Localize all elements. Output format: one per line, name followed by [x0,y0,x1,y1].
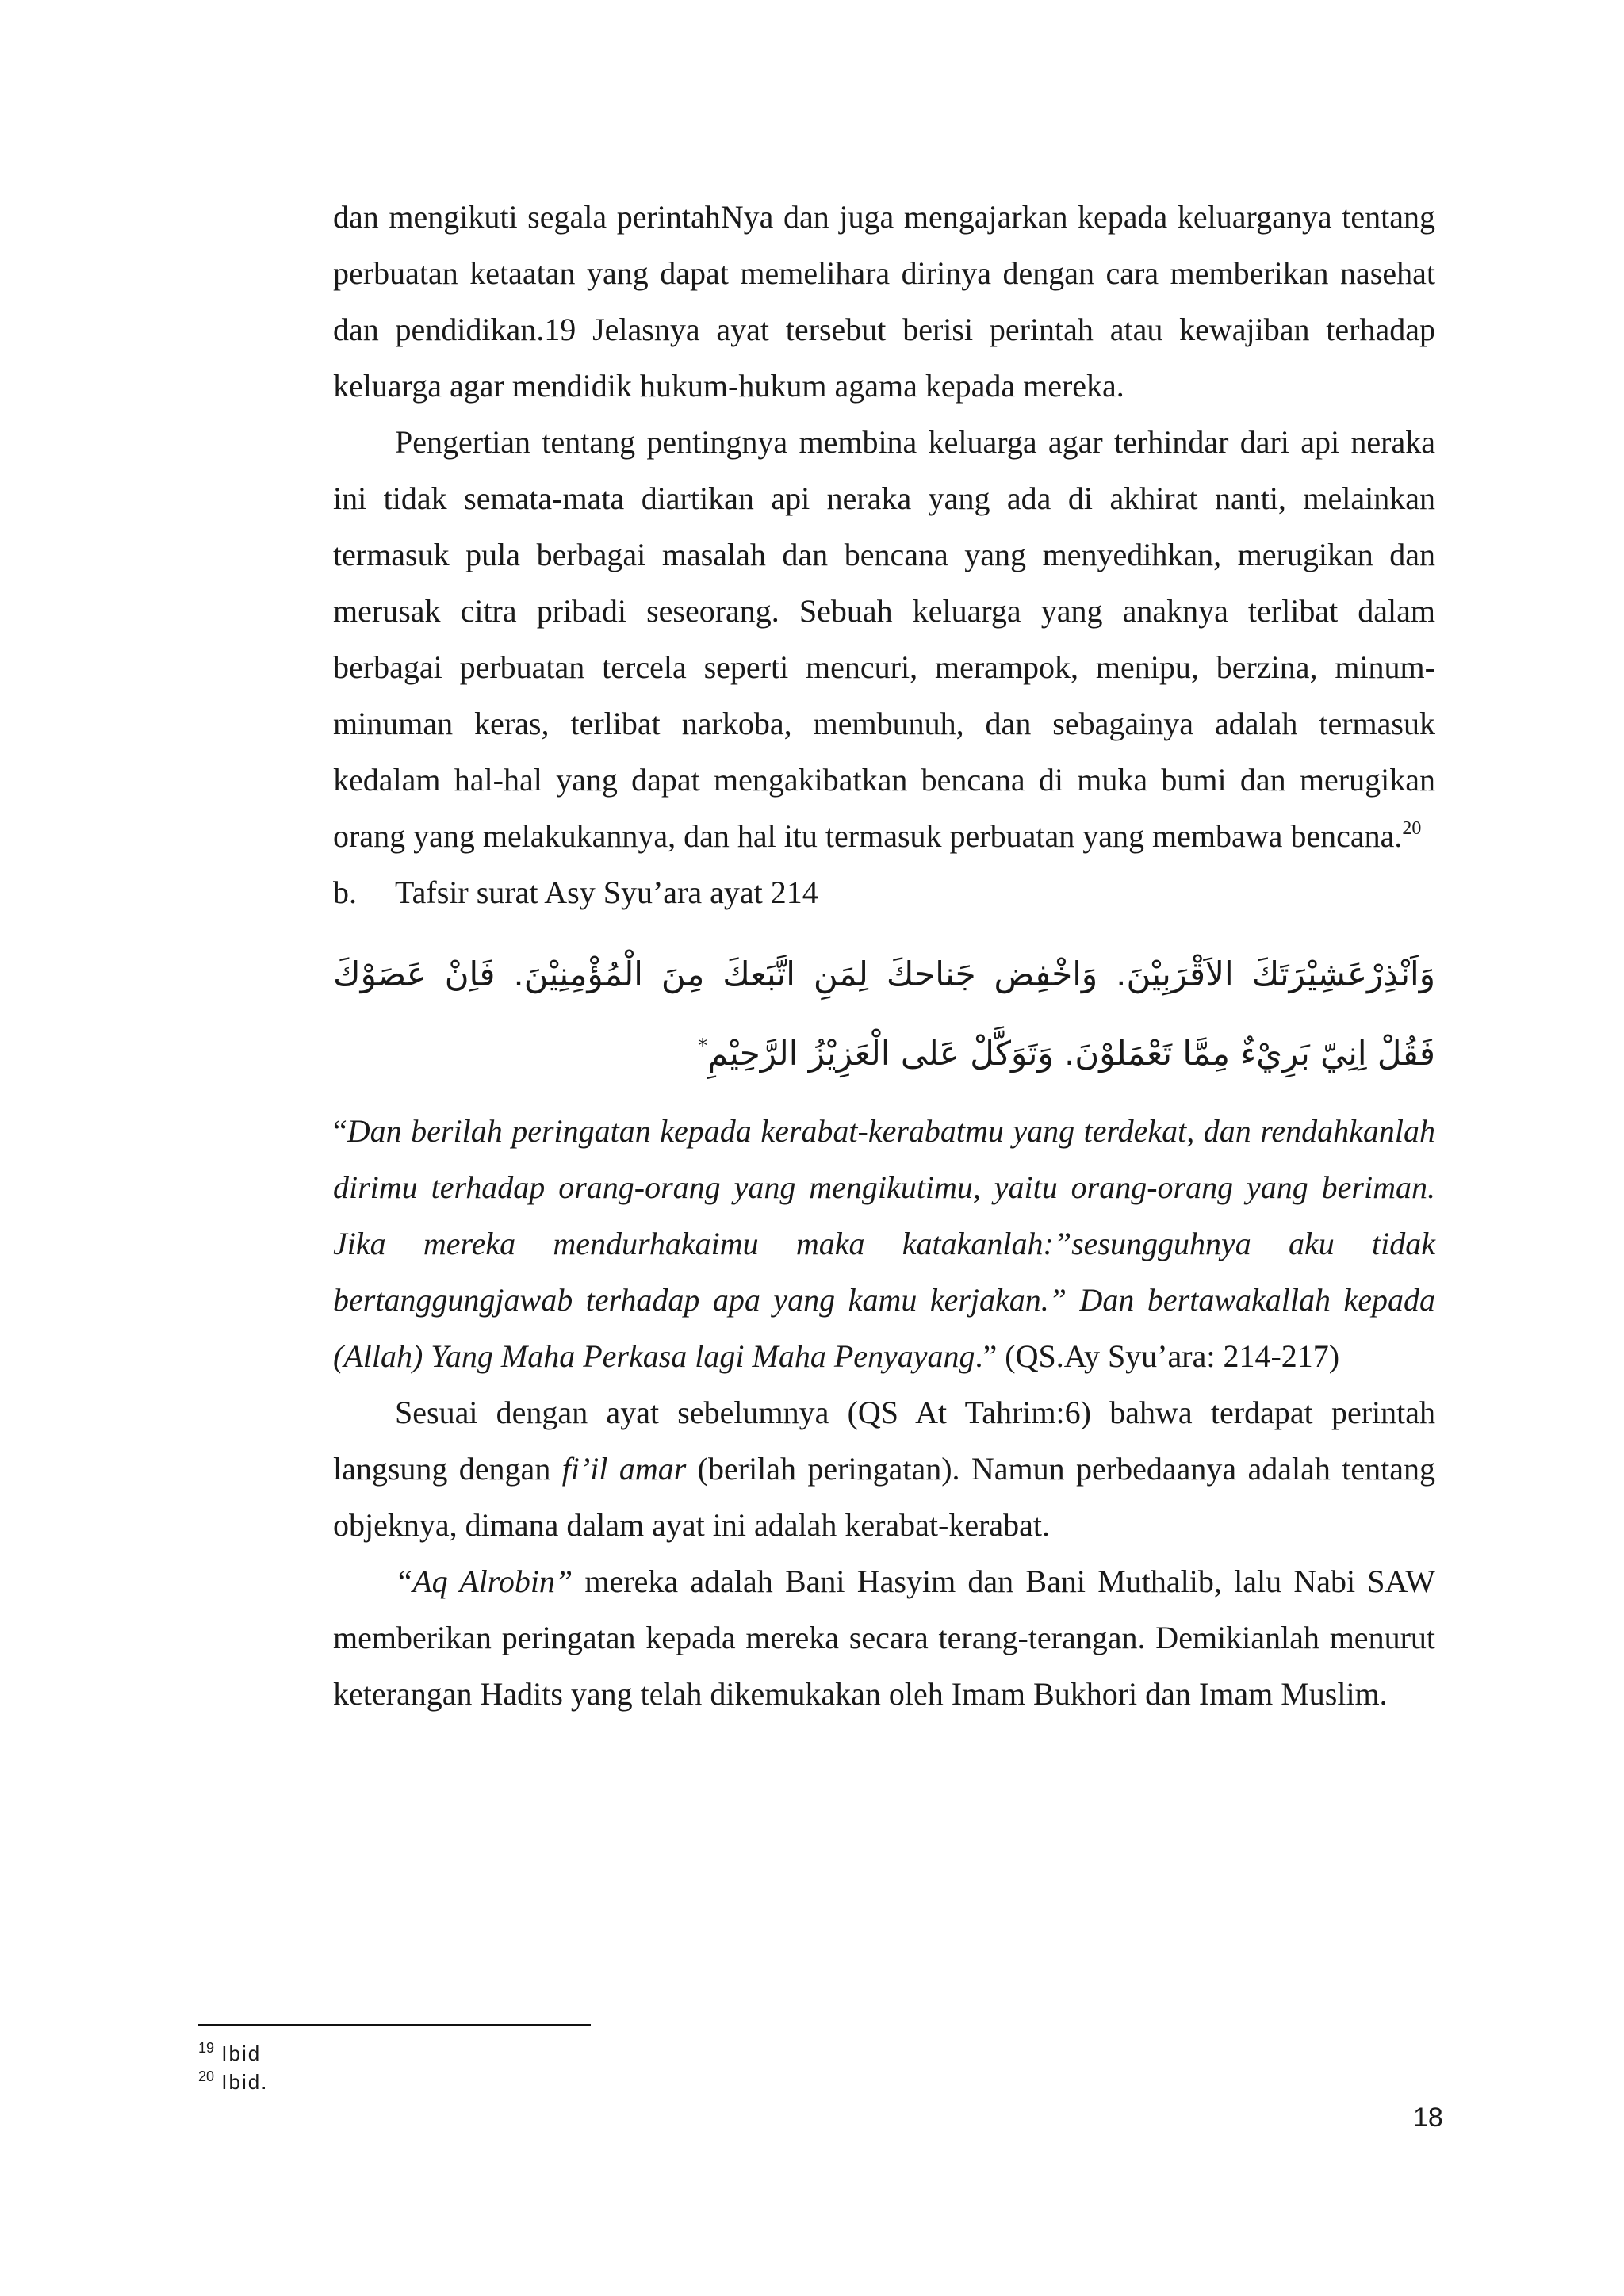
term-aq-alrobin: “Aq Alrobin” [395,1563,573,1599]
paragraph-3: Sesuai dengan ayat sebelumnya (QS At Tahrim:6) bahwa terdapat perintah langsung dengan fi’il amar (berilah peringatan). Namun perbedaanya adalah tentang objeknya, dimana dalam ayat ini adalah kerabat-kerabat. [333,1395,1435,1543]
paragraph-4: “Aq Alrobin” mereka adalah Bani Hasyim dan Bani Muthalib, lalu Nabi SAW memberikan peringatan kepada mereka secara terang-terangan. Demikianlah menurut keterangan Hadits yang telah dikemukakan oleh Imam Bukhori dan Imam Muslim. [333,1563,1435,1712]
footnote-20: $^{20}$ Ibid. [198,2068,269,2094]
footnotes [198,2039,268,2096]
translation-quote: “Dan berilah peringatan kepada kerabat-kerabatmu yang terdekat, dan rendahkanlah dirimu terhadap orang-orang yang mengikutimu, yaitu orang-orang yang beriman. Jika mereka mendurhakaimu maka katakanlah:”sesungguhnya aku tidak bertanggungjawab terhadap apa yang kamu kerjakan.” Dan bertawakallah kepada (Allah) Yang Maha Perkasa lagi Maha Penyayang.” (QS.Ay Syu’ara: 214-217) [333,1113,1435,1374]
term-fiil-amar: fi’il amar [561,1451,687,1487]
footnote-ref-20[interactable]: 20 [1402,818,1422,839]
arabic-verse: وَاَنْذِرْعَشِيْرَتَكَ الاَقْرَبِيْنَ. وَاخْفِض جَناحكَ لِمَنِ اتَّبَعكَ مِنَ الْمُؤْمِنِيْنَ. فَاِنْ عَصَوْكَ فَقُلْ اِنِيّ بَرِيْءٌ مِمَّا تَعْمَلوْنَ. وَتَوَكَّلْ عَلى الْعَزِيْزُ الرَّحِيْمِ* [333,955,1435,1073]
page-number: 18 [1413,2103,1443,2133]
list-item-label: Tafsir surat Asy Syu’ara ayat 214 [395,874,818,910]
list-item-b [333,864,1435,920]
paragraph-1: dan mengikuti segala perintahNya dan juga mengajarkan kepada keluarganya tentang perbuatan ketaatan yang dapat memelihara dirinya dengan cara memberikan nasehat dan pendidikan.19 Jelasnya ayat tersebut berisi perintah atau kewajiban terhadap keluarga agar mendidik hukum-hukum agama kepada mereka. [333,199,1435,404]
footnote-19: $^{19}$ Ibid [198,2040,262,2065]
quote-italic: Dan berilah peringatan kepada kerabat-kerabatmu yang terdekat, dan rendahkanlah dirimu terhadap orang-orang yang mengikutimu, yaitu orang-orang yang beriman. Jika mereka mendurhakaimu maka katakanlah:”sesungguhnya aku tidak bertanggungjawab terhadap apa yang kamu kerjakan.” Dan bertawakallah kepada (Allah) Yang Maha Perkasa lagi Maha Penyayang [333,1113,1435,1374]
verse-mark: * [698,1035,708,1057]
paragraph-2: Pengertian tentang pentingnya membina keluarga agar terhindar dari api neraka ini tidak semata-mata diartikan api neraka yang ada di akhirat nanti, melainkan termasuk pula berbagai masalah dan bencana yang menyedihkan, merugikan dan merusak citra pribadi seseorang. Sebuah keluarga yang anaknya terlibat dalam berbagai perbuatan tercela seperti mencuri, merampok, menipu, berzina, minum-minuman keras, terlibat narkoba, membunuh, dan sebagainya adalah termasuk kedalam hal-hal yang dapat mengakibatkan bencana di muka bumi dan merugikan orang yang melakukannya, dan hal itu termasuk perbuatan yang membawa bencana.$^{20}$ [333,424,1435,854]
footnote-divider [198,2024,591,2026]
list-marker: b. [333,874,357,910]
main-text [333,189,1435,1722]
